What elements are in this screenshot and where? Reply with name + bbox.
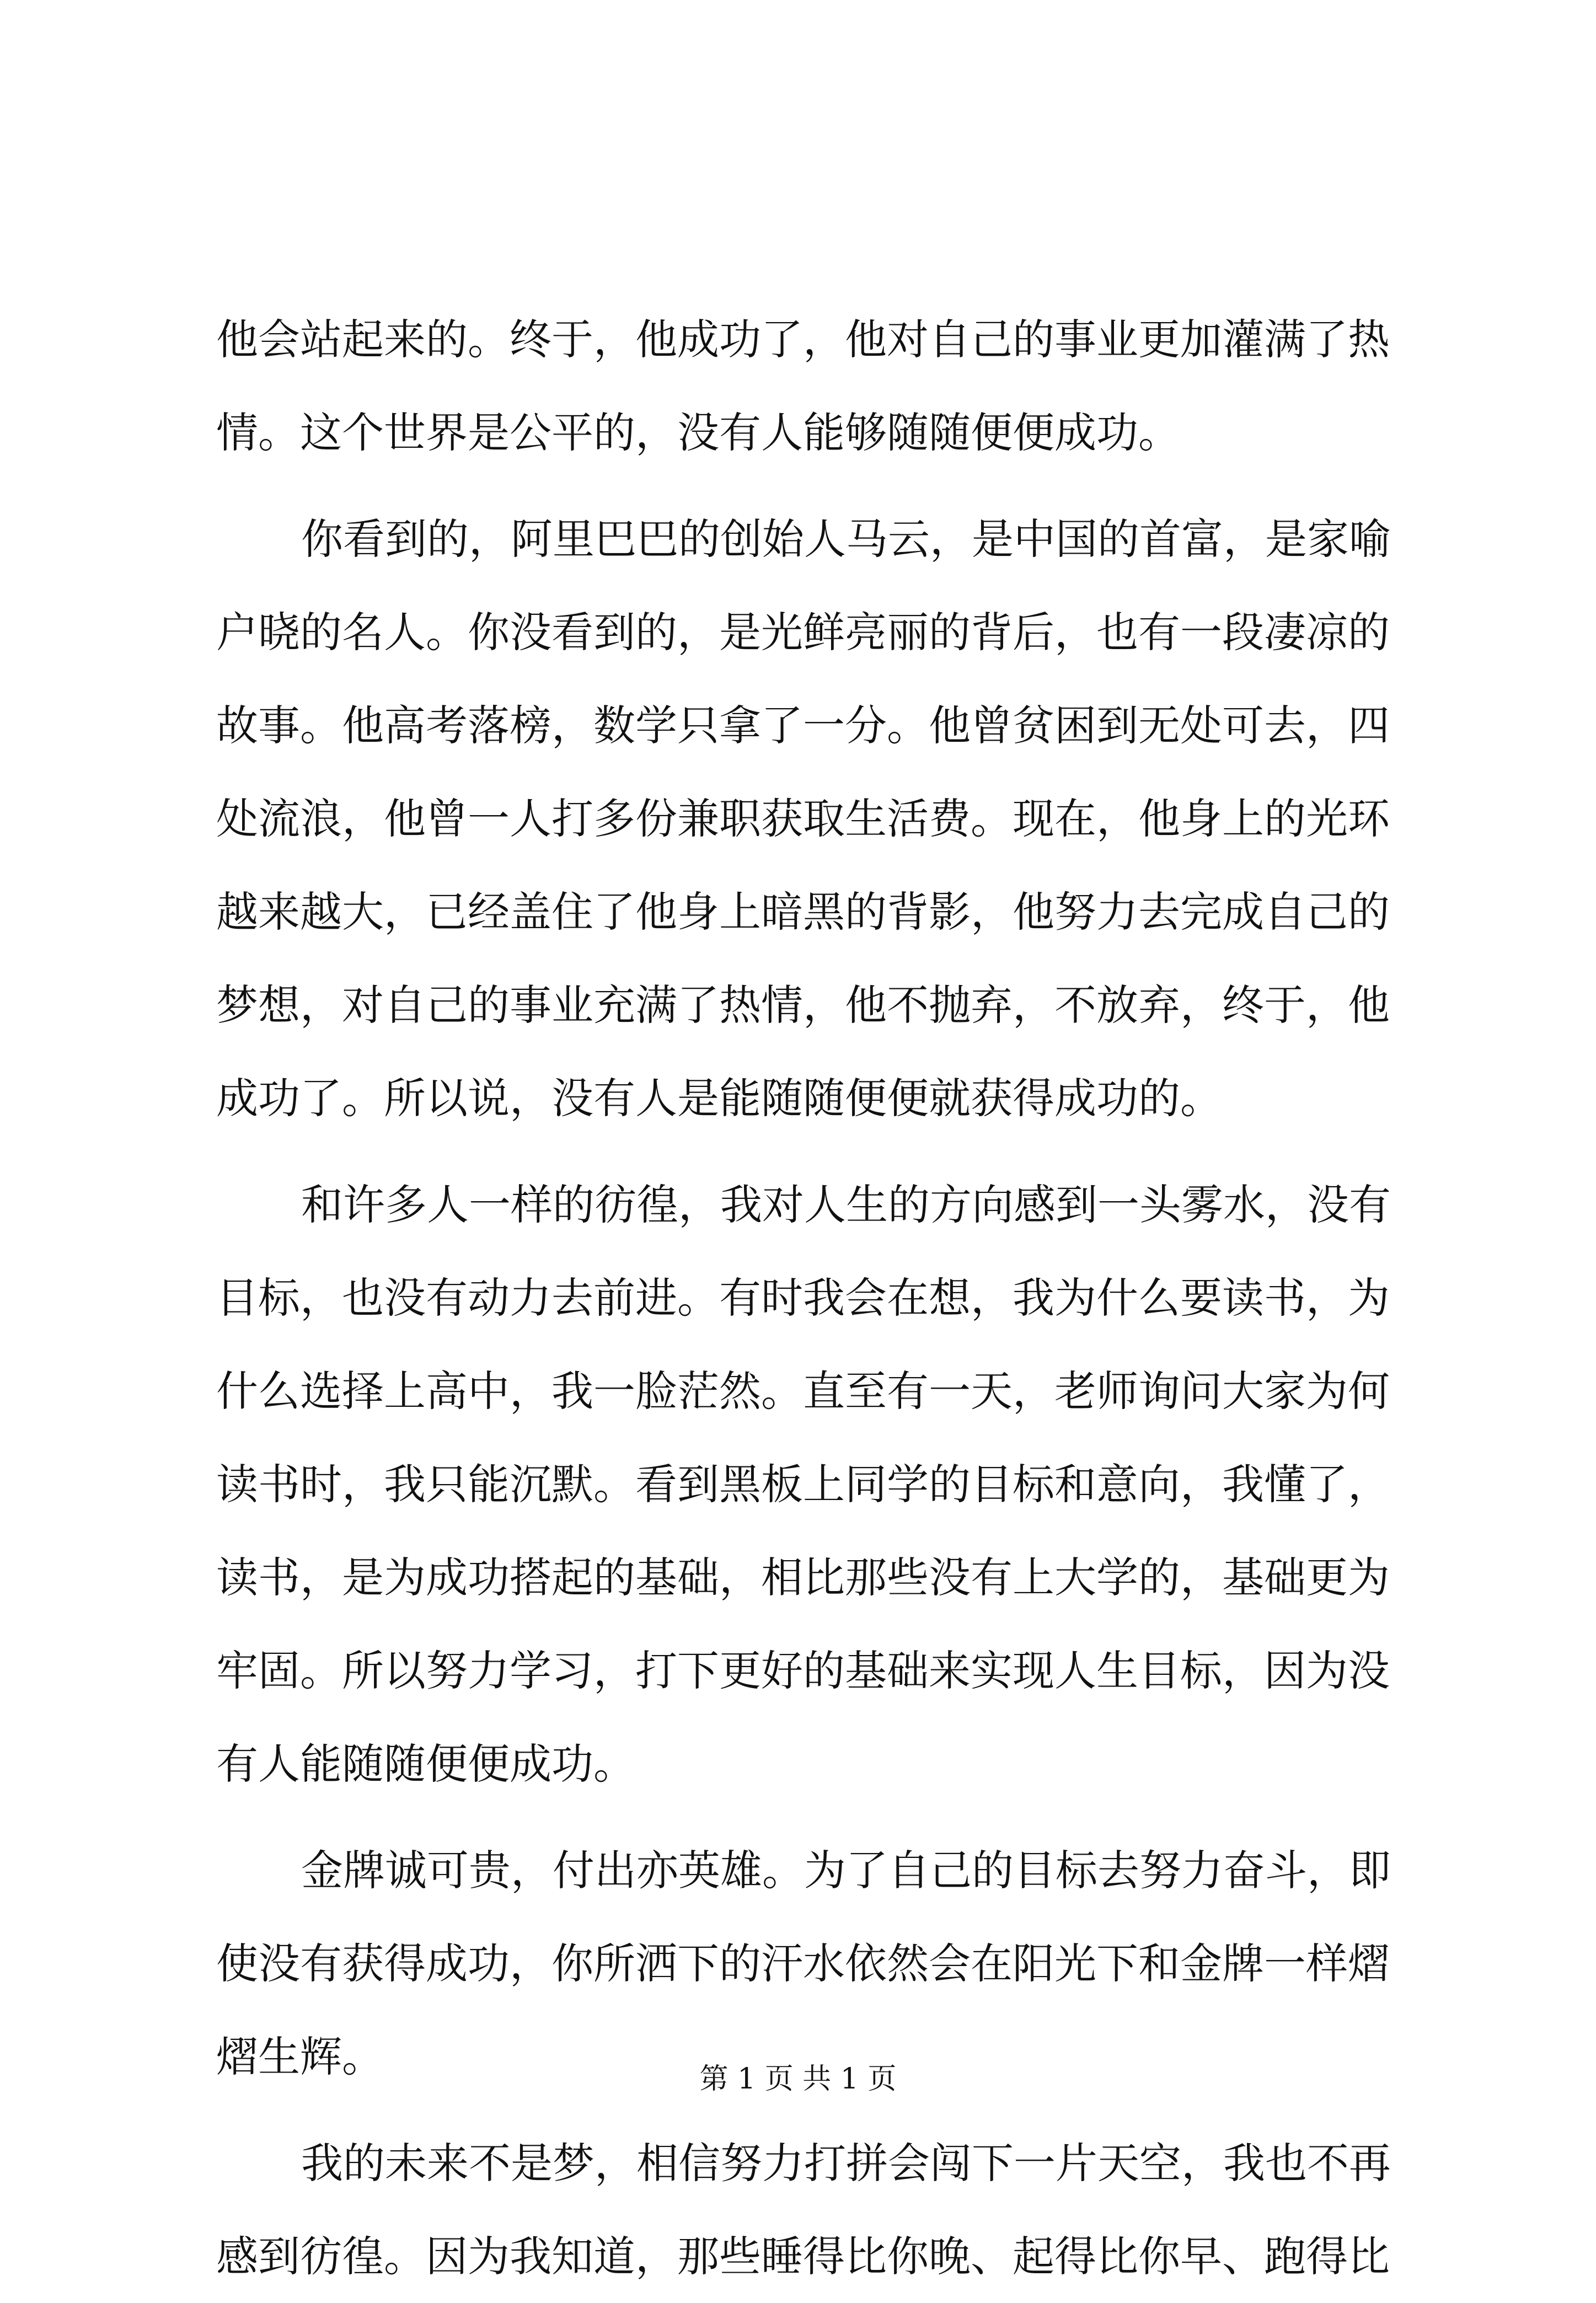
text-line: 牢固。所以努力学习，打下更好的基础来实现人生目标，因为没 bbox=[216, 1646, 1390, 1695]
text-line: 情。这个世界是公平的，没有人能够随随便便成功。 bbox=[216, 408, 1180, 457]
paragraph-first-line: 你看到的，阿里巴巴的创始人马云，是中国的首富，是家喻 bbox=[301, 515, 1391, 564]
text-line: 他会站起来的。终于，他成功了，他对自己的事业更加灌满了热 bbox=[216, 315, 1390, 364]
text-line: 故事。他高考落榜，数学只拿了一分。他曾贫困到无处可去，四 bbox=[216, 701, 1390, 750]
text-line: 有人能随随便便成功。 bbox=[216, 1739, 635, 1788]
text-line: 什么选择上高中，我一脸茫然。直至有一天，老师询问大家为何 bbox=[216, 1367, 1390, 1416]
text-line: 成功了。所以说，没有人是能随随便便就获得成功的。 bbox=[216, 1074, 1222, 1123]
text-line: 熠生辉。 bbox=[216, 2032, 384, 2081]
paragraph-first-line: 我的未来不是梦，相信努力打拼会闯下一片天空，我也不再 bbox=[301, 2139, 1391, 2188]
text-line: 梦想，对自己的事业充满了热情，他不抛弃，不放弃，终于，他 bbox=[216, 981, 1390, 1030]
text-line: 读书，是为成功搭起的基础，相比那些没有上大学的，基础更为 bbox=[216, 1553, 1390, 1602]
paragraph-first-line: 金牌诚可贵，付出亦英雄。为了自己的目标去努力奋斗，即 bbox=[301, 1846, 1391, 1895]
page-footer: 第 1 页 共 1 页 bbox=[699, 2063, 897, 2096]
text-line: 越来越大，已经盖住了他身上暗黑的背影，他努力去完成自己的 bbox=[216, 887, 1390, 936]
document-body bbox=[216, 293, 1391, 2303]
text-line: 处流浪，他曾一人打多份兼职获取生活费。现在，他身上的光环 bbox=[216, 794, 1390, 843]
text-line: 感到彷徨。因为我知道，那些睡得比你晚、起得比你早、跑得比 bbox=[216, 2232, 1390, 2281]
paragraph-first-line: 和许多人一样的彷徨，我对人生的方向感到一头雾水，没有 bbox=[301, 1180, 1391, 1229]
text-line: 读书时，我只能沉默。看到黑板上同学的目标和意向，我懂了， bbox=[216, 1460, 1390, 1509]
text-line: 目标，也没有动力去前进。有时我会在想，我为什么要读书，为 bbox=[216, 1273, 1390, 1322]
text-line: 使没有获得成功，你所洒下的汗水依然会在阳光下和金牌一样熠 bbox=[216, 1939, 1390, 1988]
text-line: 户晓的名人。你没看到的，是光鲜亮丽的背后，也有一段凄凉的 bbox=[216, 608, 1390, 657]
